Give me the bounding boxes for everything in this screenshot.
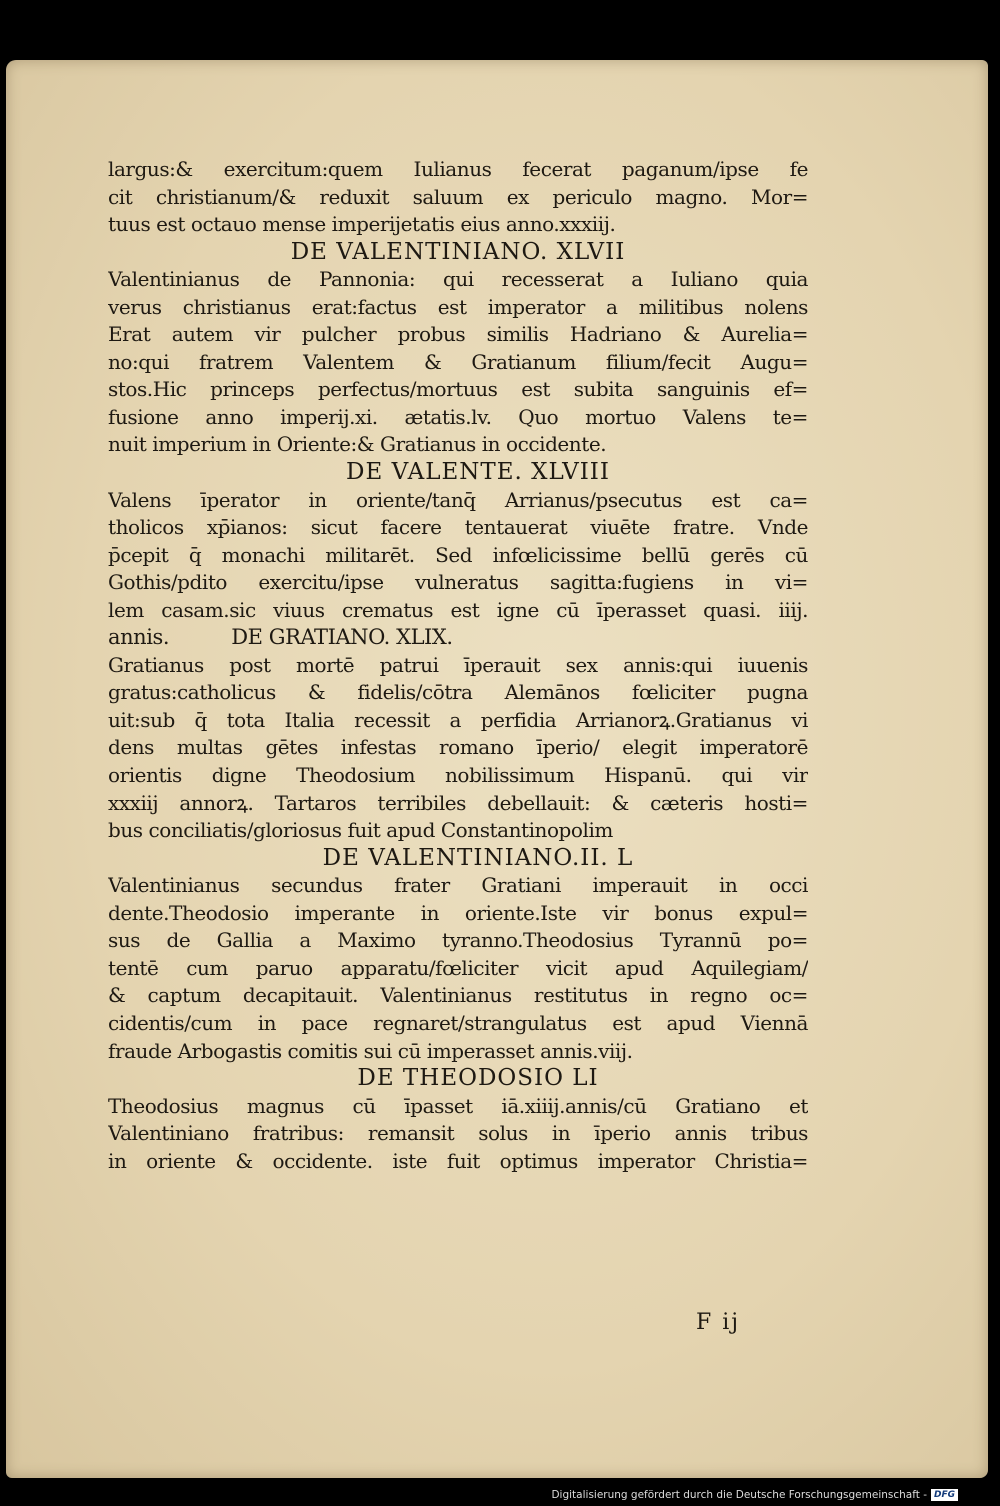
footer-credit: Digitalisierung gefördert durch die Deutsche Forschungsgemeinschaft - <box>551 1489 927 1501</box>
text-line: Valentinianus de Pannonia: qui recesserat a Iuliano quia <box>108 267 808 292</box>
text-line: Valentinianus secundus frater Gratiani imperauit in occi <box>108 873 808 898</box>
text-line: dens multas gētes infestas romano īperio/ elegit imperatorē <box>108 735 808 760</box>
text-line: Gothis/pdito exercitu/ipse vulneratus sagitta:fugiens in vi= <box>108 570 808 595</box>
text-line: fusione anno imperij.xi. ætatis.lv. Quo mortuo Valens te= <box>108 404 808 429</box>
text-line: dente.Theodosio imperante in oriente.Iste vir bonus expul= <box>108 900 808 925</box>
section-heading: DE VALENTE. XLVIII <box>346 459 610 486</box>
text-line: fraude Arbogastis comitis sui cū imperasset annis.viij. <box>108 1038 633 1063</box>
text-line: Valens īperator in oriente/tanq̄ Arrianus/psecutus est ca= <box>108 487 808 512</box>
text-line: uit:sub q̄ tota Italia recessit a perfidia Arrianorꝝ.Gratianus vi <box>108 707 808 732</box>
text-line: orientis digne Theodosium nobilissimum Hispanū. qui vir <box>108 763 808 788</box>
section-heading: DE THEODOSIO LI <box>357 1065 599 1092</box>
text-line: & captum decapitauit. Valentinianus restitutus in regno oc= <box>108 983 808 1008</box>
text-line: in oriente & occidente. iste fuit optimus imperator Christia= <box>108 1148 808 1173</box>
text-line: bus conciliatis/gloriosus fuit apud Constantinopolim <box>108 818 613 843</box>
text-line: xxxiij annorꝝ. Tartaros terribiles debellauit: & cæteris hosti= <box>108 790 808 815</box>
text-line: cidentis/cum in pace regnaret/strangulatus est apud Viennā <box>108 1010 808 1035</box>
text-line: tentē cum paruo apparatu/fœliciter vicit apud Aquilegiam/ <box>108 955 808 980</box>
digitization-footer <box>551 1487 958 1503</box>
text-line: Gratianus post mortē patrui īperauit sex annis:qui iuuenis <box>108 652 808 677</box>
text-line: no:qui fratrem Valentem & Gratianum filium/fecit Augu= <box>108 349 808 374</box>
section-heading: DE VALENTINIANO. XLVII <box>290 238 626 265</box>
text-line: tholicos xp̄ianos: sicut facere tentauerat viuēte fratre. Vnde <box>108 515 808 540</box>
text-line: largus:& exercitum:quem Iulianus fecerat paganum/ipse fe <box>108 157 808 181</box>
text-line: sus de Gallia a Maximo tyranno.Theodosius Tyrannū po= <box>108 928 808 953</box>
dfg-logo-icon: DFG <box>931 1489 958 1501</box>
book-page <box>6 60 988 1478</box>
text-line: stos.Hic princeps perfectus/mortuus est subita sanguinis ef= <box>108 377 808 402</box>
text-line: Theodosius magnus cū īpasset iā.xiiij.annis/cū Gratiano et <box>108 1093 808 1118</box>
text-line: p̄cepit q̄ monachi militarēt. Sed infœlicissime bellū gerēs cū <box>108 542 808 567</box>
text-line: nuit imperium in Oriente:& Gratianus in occidente. <box>108 432 607 457</box>
folio-signature: F ij <box>696 1310 741 1335</box>
section-heading: DE VALENTINIANO.II. L <box>322 844 634 871</box>
text-line: lem casam.sic viuus crematus est igne cū īperasset quasi. iiij. <box>108 597 808 622</box>
page-text-block <box>108 156 808 1175</box>
text-line: Valentiniano fratribus: remansit solus in īperio annis tribus <box>108 1121 808 1146</box>
text-line: verus christianus erat:factus est imperator a militibus nolens <box>108 294 808 319</box>
text-line: Erat autem vir pulcher probus similis Hadriano & Aurelia= <box>108 322 808 347</box>
text-line: gratus:catholicus & fidelis/cōtra Alemānos fœliciter pugna <box>108 680 808 705</box>
text-line: tuus est octauo mense imperijetatis eius anno.xxxiij. <box>108 212 616 237</box>
text-line-with-heading: annis. DE GRATIANO. XLIX. <box>108 625 453 650</box>
text-line: cit christianum/& reduxit saluum ex periculo magno. Mor= <box>108 184 808 209</box>
